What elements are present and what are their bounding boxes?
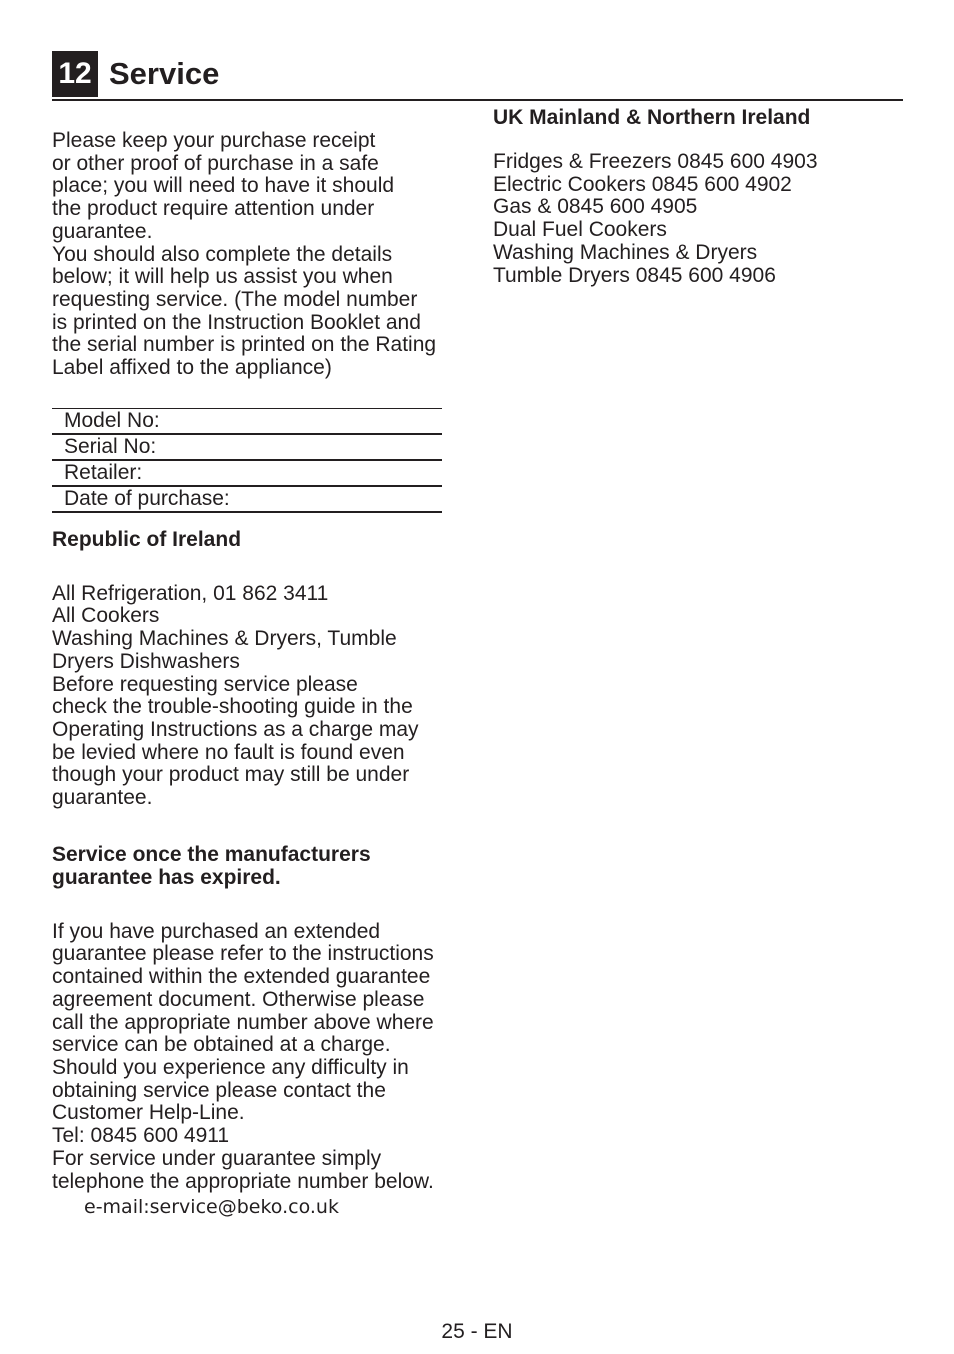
expired-paragraph [52, 921, 462, 1193]
left-column [52, 130, 462, 1219]
uk-line: Electric Cookers 0845 600 4902 [493, 172, 792, 196]
section-title: Service [109, 56, 220, 91]
uk-line: Washing Machines & Dryers [493, 240, 758, 264]
intro-line: Please keep your purchase receipt [52, 129, 376, 152]
expired-heading-line: Service once the manufacturers [52, 842, 371, 866]
section-header [52, 51, 903, 101]
expired-line: contained within the extended guarantee [52, 965, 431, 989]
expired-line: If you have purchased an extended [52, 919, 381, 943]
ireland-line: though your product may still be under [52, 763, 410, 787]
uk-heading-text: UK Mainland & Northern Ireland [493, 106, 811, 129]
expired-heading [52, 843, 462, 889]
ireland-heading [52, 528, 462, 551]
ireland-line: guarantee. [52, 786, 153, 810]
intro-paragraph [52, 130, 462, 380]
ireland-line: Dryers Dishwashers [52, 649, 240, 673]
ireland-heading-text: Republic of Ireland [52, 527, 242, 551]
intro-line: requesting service. (The model number [52, 287, 418, 311]
expired-line: call the appropriate number above where [52, 1010, 434, 1034]
ireland-line: Before requesting service please [52, 672, 358, 696]
intro-line: place; you will need to have it should [52, 174, 395, 198]
expired-line: Tel: 0845 600 4911 [52, 1124, 230, 1148]
uk-heading [493, 106, 903, 129]
expired-line: service can be obtained at a charge. [52, 1033, 391, 1057]
intro-line: Label affixed to the appliance) [52, 356, 332, 380]
intro-line: or other proof of purchase in a safe [52, 151, 379, 175]
section-number: 12 [52, 51, 98, 97]
ireland-line: All Refrigeration, 01 862 3411 [52, 581, 329, 605]
intro-line: is printed on the Instruction Booklet and [52, 310, 421, 334]
expired-line: telephone the appropriate number below. [52, 1169, 434, 1193]
expired-line: For service under guarantee simply [52, 1146, 382, 1170]
ireland-line: Operating Instructions as a charge may [52, 717, 419, 741]
page-number: 25 - EN [441, 1320, 513, 1343]
expired-line: guarantee please refer to the instructions [52, 942, 434, 966]
intro-line: below; it will help us assist you when [52, 265, 393, 289]
uk-line: Fridges & Freezers 0845 600 4903 [493, 150, 818, 173]
model-no-field[interactable]: Model No: [52, 409, 442, 435]
ireland-line: Washing Machines & Dryers, Tumble [52, 627, 397, 651]
expired-line: Should you experience any difficulty in [52, 1055, 409, 1079]
intro-line: guarantee. [52, 219, 153, 243]
uk-phone-list [493, 151, 903, 287]
expired-line: Customer Help-Line. [52, 1101, 245, 1125]
retailer-field[interactable]: Retailer: [52, 461, 442, 487]
purchase-details-form [52, 408, 442, 513]
uk-line: Tumble Dryers 0845 600 4906 [493, 263, 776, 287]
intro-line: You should also complete the details [52, 242, 393, 266]
right-column [493, 106, 903, 287]
uk-line: Dual Fuel Cookers [493, 218, 667, 242]
ireland-paragraph [52, 583, 462, 810]
expired-line: agreement document. Otherwise please [52, 987, 425, 1011]
uk-line: Gas & 0845 600 4905 [493, 195, 698, 219]
ireland-line: be levied where no fault is found even [52, 740, 405, 764]
expired-heading-line: guarantee has expired. [52, 865, 281, 889]
intro-line: the product require attention under [52, 197, 375, 221]
expired-line: obtaining service please contact the [52, 1078, 386, 1102]
service-email-link[interactable]: e-mail:service@beko.co.uk [84, 1196, 339, 1219]
ireland-line: check the trouble-shooting guide in the [52, 695, 413, 719]
date-of-purchase-field[interactable]: Date of purchase: [52, 487, 442, 513]
serial-no-field[interactable]: Serial No: [52, 435, 442, 461]
intro-line: the serial number is printed on the Rating [52, 333, 437, 357]
ireland-line: All Cookers [52, 604, 160, 628]
